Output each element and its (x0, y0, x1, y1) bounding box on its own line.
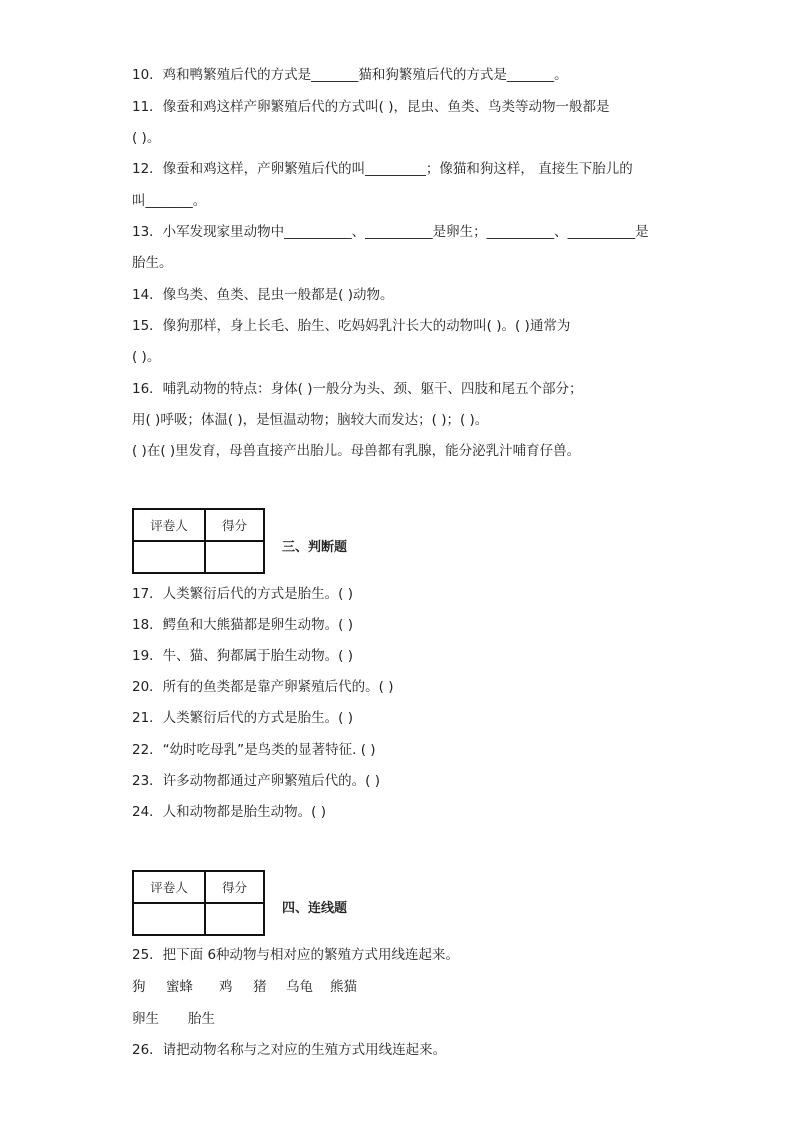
animal-bee: 蜜蜂 (166, 979, 193, 995)
question-16-cont: 用( )呼吸；体温( )，是恒温动物；脑较大而发达；( )；( )。 (132, 412, 489, 428)
reviewer-header: 评卷人 (150, 518, 188, 533)
question-15-cont: ( )。 (132, 349, 161, 365)
question-13-cont: 胎生。 (132, 255, 173, 271)
method-oviparous: 卵生 (132, 1011, 159, 1027)
question-12: 12．像蚕和鸡这样，产卵繁殖后代的叫_________；像猫和狗这样， 直接生下胎儿的 (132, 161, 633, 177)
reviewer-header: 评卷人 (150, 880, 188, 895)
question-16-cont2: ( )在( )里发育，母兽直接产出胎儿。母兽都有乳腺，能分泌乳汁哺育仔兽。 (132, 443, 581, 459)
question-18: 18．鳄鱼和大熊猫都是卵生动物。( ) (132, 617, 354, 633)
question-17: 17．人类繁衍后代的方式是胎生。( ) (132, 586, 354, 602)
question-22: 22．“幼时吃母乳”是鸟类的显著特征. ( ) (132, 742, 376, 758)
question-14: 14．像鸟类、鱼类、昆虫一般都是( )动物。 (132, 287, 394, 303)
question-24: 24．人和动物都是胎生动物。( ) (132, 804, 327, 820)
section-title-judgement: 三、判断题 (282, 540, 348, 555)
score-header: 得分 (221, 880, 247, 895)
section-title-matching: 四、连线题 (282, 901, 348, 916)
question-10: 10．鸡和鸭繁殖后代的方式是_______猫和狗繁殖后代的方式是_______。 (132, 67, 568, 83)
question-25: 25．把下面 6种动物与相对应的繁殖方式用线连起来。 (132, 947, 460, 963)
question-12-cont: 叫_______。 (132, 193, 207, 209)
animal-chicken: 鸡 (219, 979, 233, 995)
question-13: 13．小军发现家里动物中__________、__________是卵生；__________、__________是 (132, 224, 649, 240)
method-viviparous: 胎生 (188, 1011, 215, 1027)
animal-panda: 熊猫 (330, 979, 357, 995)
animal-turtle: 乌龟 (286, 979, 313, 995)
question-19: 19．牛、猫、狗都属于胎生动物。( ) (132, 648, 354, 664)
question-23: 23．许多动物都通过产卵繁殖后代的。( ) (132, 773, 381, 789)
question-20: 20．所有的鱼类都是靠产卵紧殖后代的。( ) (132, 679, 394, 695)
score-table (132, 508, 265, 574)
score-table (132, 870, 265, 936)
question-11: 11．像蚕和鸡这样产卵繁殖后代的方式叫( )，昆虫、鱼类、鸟类等动物一般都是 (132, 99, 610, 115)
question-11-cont: ( )。 (132, 130, 161, 146)
animal-dog: 狗 (132, 979, 146, 995)
question-16: 16．哺乳动物的特点：身体( )一般分为头、颈、躯干、四肢和尾五个部分； (132, 381, 583, 397)
question-15: 15．像狗那样，身上长毛、胎生、吃妈妈乳汁长大的动物叫( )。( )通常为 (132, 318, 571, 334)
animal-pig: 猪 (253, 979, 267, 995)
question-26: 26．请把动物名称与之对应的生殖方式用线连起来。 (132, 1042, 447, 1058)
score-header: 得分 (221, 518, 247, 533)
question-21: 21．人类繁衍后代的方式是胎生。( ) (132, 710, 354, 726)
